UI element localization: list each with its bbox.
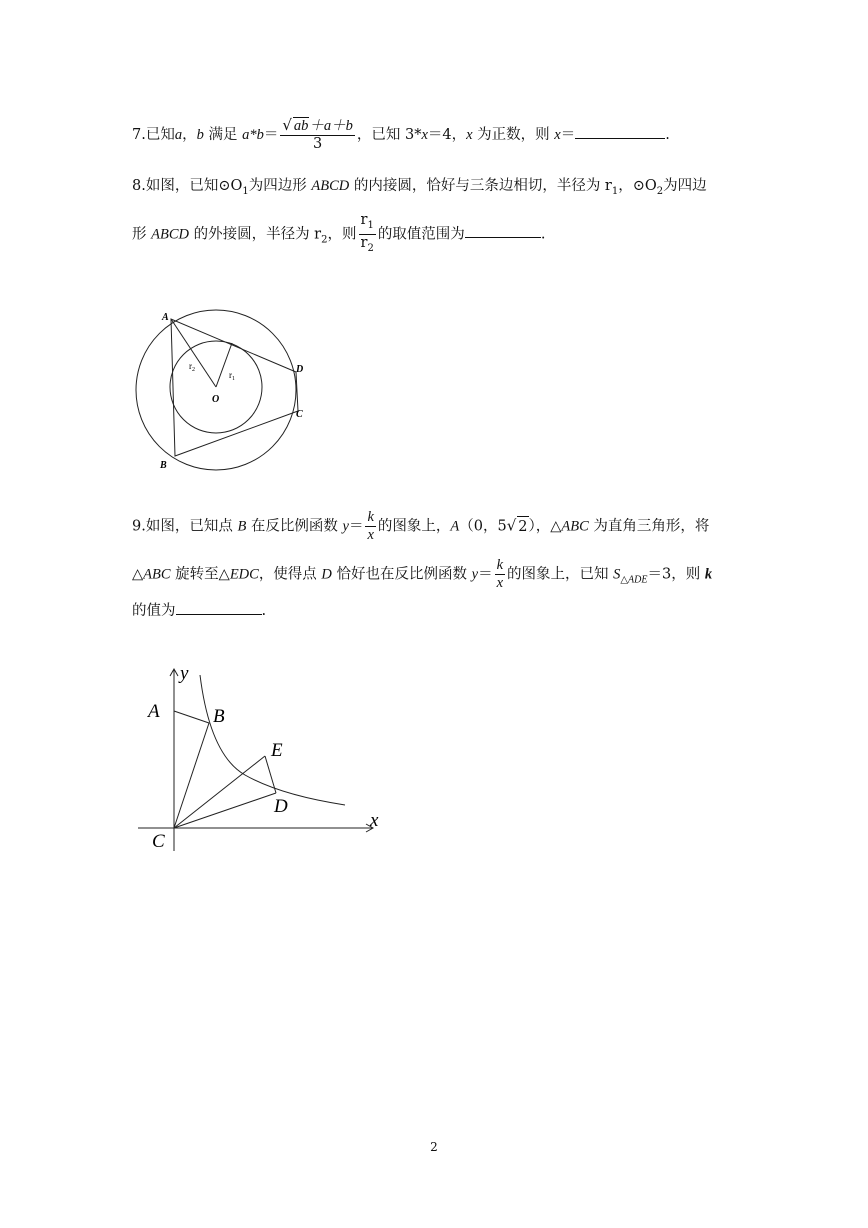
label-y: y (180, 663, 189, 684)
q9-l2-fraction (495, 557, 505, 592)
q8-l1-e: 为四边 (663, 178, 707, 194)
label-C: C (152, 831, 165, 852)
label-A: A (148, 701, 160, 722)
q9-l1-frac-x: x (367, 527, 374, 543)
q9-l2-S: S (613, 566, 621, 583)
q9-l2-y: y (471, 566, 479, 583)
q8-l2-c: ，则 (327, 226, 357, 243)
radius-r2 (171, 319, 216, 387)
radius-r1 (216, 343, 232, 387)
q7-sep: ， (182, 127, 197, 143)
q8-l2-sub: 2 (321, 234, 328, 246)
q8-l1-b: 为四边形 (248, 178, 312, 194)
q9-l2-EDC: EDC (229, 566, 259, 583)
question-9-line1 (132, 509, 709, 544)
q7-fraction (280, 117, 355, 153)
q8-l1-abcd: ABCD (311, 178, 350, 194)
label-O: O (212, 394, 220, 405)
q7-expr-left: a*b (242, 127, 264, 143)
q7-text5: ＝ (560, 127, 576, 143)
q7-x1: x (421, 127, 428, 143)
outer-circle (136, 310, 296, 470)
q7-var-a: a (174, 127, 183, 143)
segment-ED (265, 756, 276, 793)
q8-l1-sub3: 2 (656, 185, 664, 197)
q7-x3: x (554, 127, 561, 143)
q9-l2-f: ＝3，则 (647, 566, 705, 583)
q9-l2-S-sub: △ADE (620, 574, 648, 586)
question-9-line2 (132, 557, 712, 592)
segment-CD (174, 793, 276, 828)
q8-l2-b: 的外接圆，半径为 r (188, 226, 322, 243)
q8-frac-num-sub: 1 (367, 219, 374, 231)
q8-l1-a: 8.如图，已知⊙O (132, 178, 243, 194)
q8-frac-den: r (360, 234, 368, 251)
q8-l1-sub2: 1 (611, 185, 619, 197)
q9-l1-ABC: ABC (561, 518, 589, 535)
q8-l1-sub1: 1 (242, 185, 249, 197)
q9-l2-e: 的图象上，已知 (507, 566, 614, 583)
q9-l2-a: △ (132, 566, 144, 583)
label-x: x (370, 810, 379, 831)
quadrilateral-abcd (171, 319, 298, 456)
segment-AB (174, 711, 209, 723)
q8-frac-num: r (360, 212, 368, 228)
q8-l1-c: 的内接圆，恰好与三条边相切，半径为 r (349, 178, 612, 194)
q9-l1-fraction (365, 509, 375, 544)
q7-end: . (665, 127, 670, 143)
figure-q8 (120, 300, 320, 480)
label-r2: $r_2$ (189, 361, 195, 373)
q7-radical-sign: √ (282, 116, 292, 134)
label-A: A (162, 312, 169, 323)
q9-l1-frac-k: k (367, 509, 374, 525)
segment-CE (174, 756, 265, 828)
q9-l1-y: y (342, 518, 349, 535)
q9-l1-e: ），△ (528, 518, 562, 535)
q7-prefix: 7.已知 (132, 127, 175, 143)
q9-l3-a: 的值为 (132, 603, 176, 619)
q7-den: 3 (312, 136, 323, 152)
q8-l2-abcd: ABCD (151, 226, 189, 243)
q7-eq: ＝ (263, 127, 279, 143)
q9-l1-eq: ＝ (348, 518, 364, 535)
q7-x2: x (466, 127, 473, 143)
question-8-line2 (132, 212, 545, 257)
q9-l1-c: 的图象上， (377, 518, 451, 535)
q7-text4: 为正数，则 (472, 127, 555, 143)
q9-l2-d: 恰好也在反比例函数 (331, 566, 472, 583)
figure-q9 (130, 655, 400, 860)
q9-l1-B: B (237, 518, 247, 535)
q7-sqrt-ab: ab (293, 118, 309, 134)
q7-var-b: b (196, 127, 204, 143)
q7-num-rest: ＋a＋b (309, 118, 353, 134)
q8-fraction (359, 212, 376, 257)
q9-end: . (261, 603, 267, 619)
q9-l2-k: k (704, 566, 713, 583)
segment-CB (174, 723, 209, 828)
page-number: 2 (430, 1140, 438, 1154)
q7-answer-blank[interactable] (575, 124, 665, 139)
q9-l2-eq: ＝ (478, 566, 493, 583)
q7-text1: 满足 (203, 127, 243, 143)
q8-l2-a: 形 (132, 226, 152, 243)
question-9-line3 (132, 600, 266, 621)
label-D: D (296, 364, 304, 375)
q9-l2-frac-x: x (496, 575, 503, 591)
q8-end: . (540, 226, 546, 243)
label-B: B (213, 706, 225, 727)
q8-frac-den-sub: 2 (367, 242, 374, 254)
question-7 (132, 117, 670, 153)
q7-text2: ，已知 3* (356, 127, 422, 143)
label-B: B (160, 460, 167, 471)
q9-l1-b: 在反比例函数 (246, 518, 343, 535)
q9-l1-A: A (450, 518, 460, 535)
q9-l2-b: 旋转至△ (170, 566, 230, 583)
label-E: E (271, 740, 283, 761)
q8-l2-d: 的取值范围为 (377, 226, 465, 243)
q8-l1-d: ，⊙O (618, 178, 657, 194)
q9-l2-frac-k: k (496, 557, 503, 573)
q7-text3: ＝4， (427, 127, 467, 143)
q9-l2-ABC: ABC (143, 566, 171, 583)
q9-answer-blank[interactable] (176, 600, 262, 615)
q9-radical-sign: √ (506, 516, 517, 535)
q9-l1-a: 9.如图，已知点 (132, 518, 238, 535)
label-r1: $r_1$ (229, 370, 235, 382)
q9-l1-sqrt: 2 (517, 516, 528, 537)
q9-l1-f: 为直角三角形，将 (588, 518, 710, 535)
q9-l1-d: （0，5 (459, 518, 507, 535)
question-8-line1 (132, 176, 707, 202)
label-C: C (296, 409, 303, 420)
q8-answer-blank[interactable] (465, 223, 541, 238)
q9-l2-c: ，使得点 (258, 566, 322, 583)
label-D: D (274, 796, 288, 817)
q9-l2-D: D (321, 566, 332, 583)
